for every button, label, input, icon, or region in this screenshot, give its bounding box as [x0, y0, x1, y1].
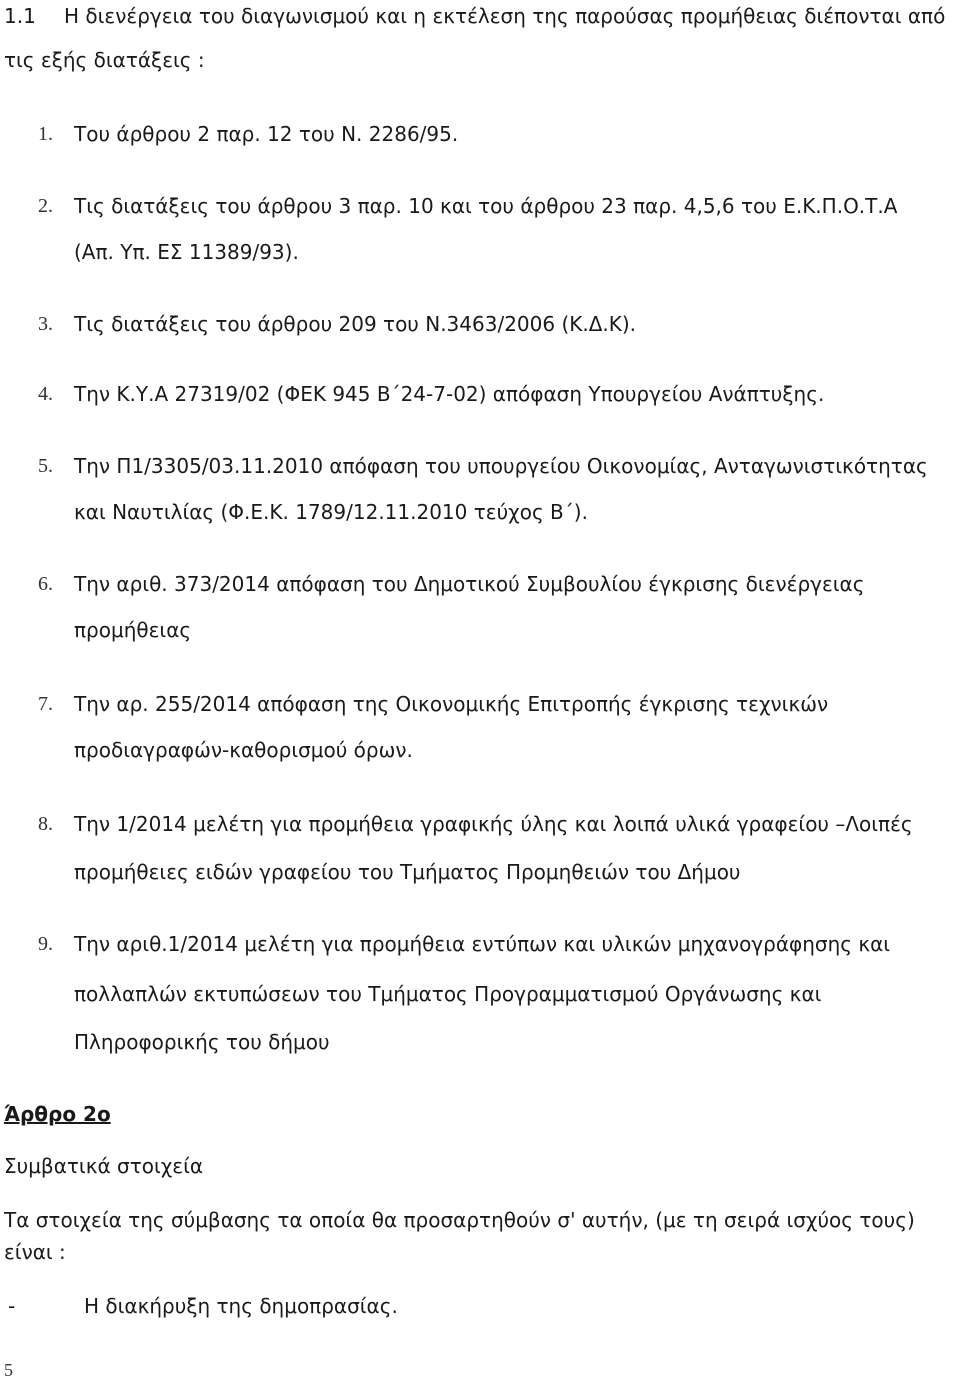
- list-item-text: (Απ. Υπ. ΕΣ 11389/93).: [74, 240, 299, 264]
- list-item-text: Την αρ. 255/2014 απόφαση της Οικονομικής Επιτροπής έγκρισης τεχνικών: [74, 692, 829, 716]
- list-item-text: Πληροφορικής του δήμου: [74, 1030, 330, 1054]
- article-heading: Άρθρο 2ο: [4, 1102, 111, 1126]
- section-intro-line-1: Η διενέργεια του διαγωνισμού και η εκτέλεση της παρούσας προμήθειας διέπονται από: [64, 4, 946, 28]
- list-item-text: πολλαπλών εκτυπώσεων του Τμήματος Προγραμματισμού Οργάνωσης και: [74, 982, 822, 1006]
- list-item-number: 3.: [38, 313, 53, 335]
- article-paragraph-line-2: είναι :: [4, 1240, 66, 1264]
- list-item-text: προμήθειες ειδών γραφείου του Τμήματος Προμηθειών του Δήμου: [74, 860, 741, 884]
- list-item-number: 9.: [38, 933, 53, 955]
- list-item-text: Την αριθ.1/2014 μελέτη για προμήθεια εντύπων και υλικών μηχανογράφησης και: [74, 932, 891, 956]
- section-number: 1.1: [4, 4, 36, 28]
- bullet-text: Η διακήρυξη της δημοπρασίας.: [84, 1294, 398, 1318]
- list-item-text: προδιαγραφών-καθορισμού όρων.: [74, 738, 413, 762]
- list-item-number: 2.: [38, 195, 53, 217]
- list-item-number: 5.: [38, 455, 53, 477]
- list-item-text: και Ναυτιλίας (Φ.Ε.Κ. 1789/12.11.2010 τεύχος Β΄).: [74, 500, 588, 524]
- article-paragraph-line-1: Τα στοιχεία της σύμβασης τα οποία θα προσαρτηθούν σ' αυτήν, (με τη σειρά ισχύος τους): [4, 1208, 915, 1232]
- list-item-number: 7.: [38, 693, 53, 715]
- list-item-number: 8.: [38, 813, 53, 835]
- list-item-text: Τις διατάξεις του άρθρου 209 του Ν.3463/2006 (Κ.Δ.Κ).: [74, 312, 637, 336]
- list-item-text: Την αριθ. 373/2014 απόφαση του Δημοτικού Συμβουλίου έγκρισης διενέργειας: [74, 572, 865, 596]
- list-item-text: προμήθειας: [74, 618, 192, 642]
- list-item-text: Του άρθρου 2 παρ. 12 του Ν. 2286/95.: [74, 122, 459, 146]
- list-item-text: Την 1/2014 μελέτη για προμήθεια γραφικής ύλης και λοιπά υλικά γραφείου –Λοιπές: [74, 812, 913, 836]
- section-intro-line-2: τις εξής διατάξεις :: [4, 48, 205, 72]
- bullet-dash: -: [8, 1294, 16, 1318]
- list-item-number: 1.: [38, 123, 53, 145]
- article-subheading: Συμβατικά στοιχεία: [4, 1154, 204, 1178]
- list-item-text: Τις διατάξεις του άρθρου 3 παρ. 10 και του άρθρου 23 παρ. 4,5,6 του Ε.Κ.Π.Ο.Τ.Α: [74, 194, 898, 218]
- list-item-text: Την Κ.Υ.Α 27319/02 (ΦΕΚ 945 Β΄24-7-02) απόφαση Υπουργείου Ανάπτυξης.: [74, 382, 825, 406]
- list-item-number: 6.: [38, 573, 53, 595]
- page-number: 5: [4, 1360, 13, 1380]
- list-item-text: Την Π1/3305/03.11.2010 απόφαση του υπουργείου Οικονομίας, Ανταγωνιστικότητας: [74, 454, 928, 478]
- list-item-number: 4.: [38, 383, 53, 405]
